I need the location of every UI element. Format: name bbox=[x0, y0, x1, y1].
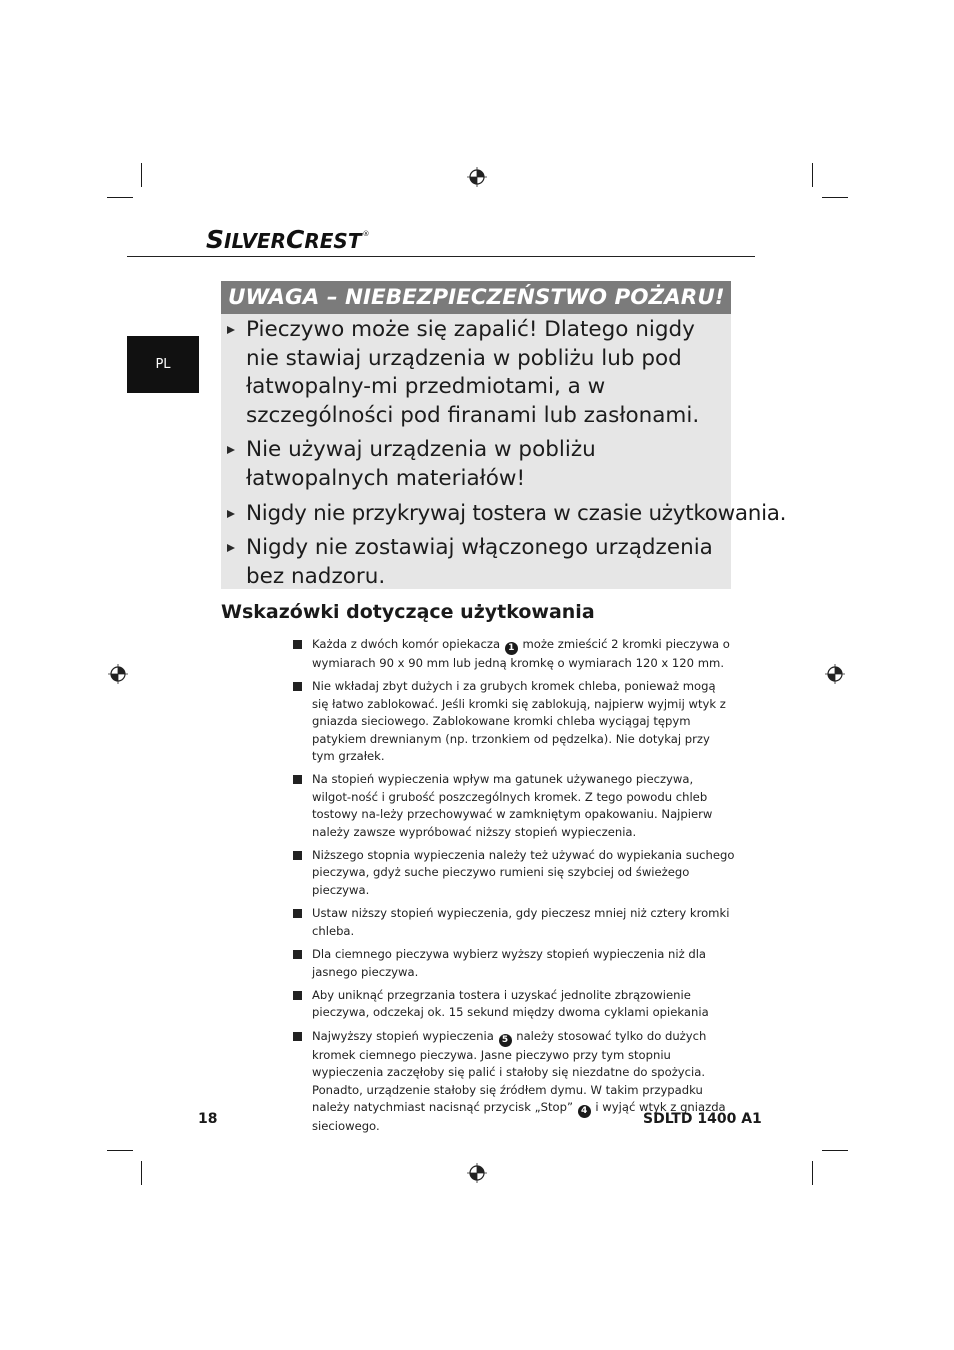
warning-item: Nigdy nie przykrywaj tostera w czasie użytkowania. bbox=[227, 500, 723, 529]
crop-mark bbox=[812, 1161, 813, 1185]
part-number-badge: 4 bbox=[578, 1105, 591, 1118]
list-item: Dla ciemnego pieczywa wybierz wyższy stopień wypieczenia niż dla jasnego pieczywa. bbox=[293, 946, 735, 981]
square-bullet-icon bbox=[293, 909, 302, 918]
brand-logo: SILVERCREST® bbox=[206, 225, 370, 254]
crop-mark bbox=[822, 1150, 848, 1151]
arrow-bullet-icon bbox=[227, 446, 235, 454]
arrow-bullet-icon bbox=[227, 326, 235, 334]
registration-mark-icon bbox=[467, 167, 487, 187]
registration-mark-icon bbox=[825, 664, 845, 684]
square-bullet-icon bbox=[293, 775, 302, 784]
registration-mark-icon bbox=[108, 664, 128, 684]
header-divider bbox=[127, 256, 755, 257]
square-bullet-icon bbox=[293, 991, 302, 1000]
usage-list bbox=[293, 636, 735, 1141]
square-bullet-icon bbox=[293, 640, 302, 649]
list-item: Aby uniknąć przegrzania tostera i uzyskać jednolite zbrązowienie pieczywa, odczekaj ok. 15 sekund między dwoma cyklami opiekania bbox=[293, 987, 735, 1022]
square-bullet-icon bbox=[293, 950, 302, 959]
language-tab-label: PL bbox=[155, 357, 171, 372]
language-tab bbox=[127, 336, 199, 393]
list-item: Każda z dwóch komór opiekacza 1 może zmieścić 2 kromki pieczywa o wymiarach 90 x 90 mm lub jedną kromkę o wymiarach 120 x 120 mm. bbox=[293, 636, 735, 672]
square-bullet-icon bbox=[293, 851, 302, 860]
crop-mark bbox=[822, 197, 848, 198]
crop-mark bbox=[812, 163, 813, 187]
arrow-bullet-icon bbox=[227, 510, 235, 518]
part-number-badge: 5 bbox=[499, 1034, 512, 1047]
square-bullet-icon bbox=[293, 1032, 302, 1041]
model-number: SDLTD 1400 A1 bbox=[643, 1111, 762, 1127]
list-item: Nie wkładaj zbyt dużych i za grubych kromek chleba, ponieważ mogą się łatwo zablokować. Jeśli kromki się zablokują, najpierw wyjmij wtyk z gniazda sieciowego. Zablokowane kromki chleba wyciągaj tępym patykiem drewnianym (np. trzonkiem od pędzelka). Nie dotykaj przy tym grzałek. bbox=[293, 678, 735, 765]
page-number: 18 bbox=[198, 1111, 218, 1127]
square-bullet-icon bbox=[293, 682, 302, 691]
list-item: Najwyższy stopień wypieczenia 5 należy stosować tylko do dużych kromek ciemnego pieczywa. Jasne pieczywo przy tym stopniu wypieczenia zaczęłoby się palić i stałoby się niezdatne do spożycia. Ponadto, urządzenie stałoby się źródłem dymu. W takim przypadku należy natychmiast nacisnąć przycisk „Stop” 4 i wyjąć wtyk z gniazda sieciowego. bbox=[293, 1028, 735, 1136]
section-title: Wskazówki dotyczące użytkowania bbox=[221, 601, 595, 623]
part-number-badge: 1 bbox=[505, 642, 518, 655]
list-item: Na stopień wypieczenia wpływ ma gatunek używanego pieczywa, wilgot-ność i grubość poszczególnych kromek. Z tego powodu chleb tostowy na-leży przechowywać w zamkniętym opakowaniu. Najpierw należy zawsze wypróbować niższy stopień wypieczenia. bbox=[293, 771, 735, 841]
list-item: Niższego stopnia wypieczenia należy też używać do wypiekania suchego pieczywa, gdyż suche pieczywo rumieni się szybciej od świeżego pieczywa. bbox=[293, 847, 735, 899]
warning-box bbox=[221, 314, 787, 589]
list-item: Ustaw niższy stopień wypieczenia, gdy pieczesz mniej niż cztery kromki chleba. bbox=[293, 905, 735, 940]
warning-title: UWAGA – NIEBEZPIECZEŃSTWO POŻARU! bbox=[221, 281, 731, 314]
crop-mark bbox=[107, 197, 133, 198]
crop-mark bbox=[141, 1161, 142, 1185]
registration-mark-icon bbox=[467, 1163, 487, 1183]
warning-item: Nigdy nie zostawiaj włączonego urządzenia bez nadzoru. bbox=[227, 534, 723, 591]
arrow-bullet-icon bbox=[227, 544, 235, 552]
warning-item: Nie używaj urządzenia w pobliżu łatwopalnych materiałów! bbox=[227, 436, 723, 493]
crop-mark bbox=[107, 1150, 133, 1151]
crop-mark bbox=[141, 163, 142, 187]
warning-item: Pieczywo może się zapalić! Dlatego nigdy nie stawiaj urządzenia w pobliżu lub pod łatwopalny-mi przedmiotami, a w szczególności pod firanami lub zasłonami. bbox=[227, 316, 723, 430]
